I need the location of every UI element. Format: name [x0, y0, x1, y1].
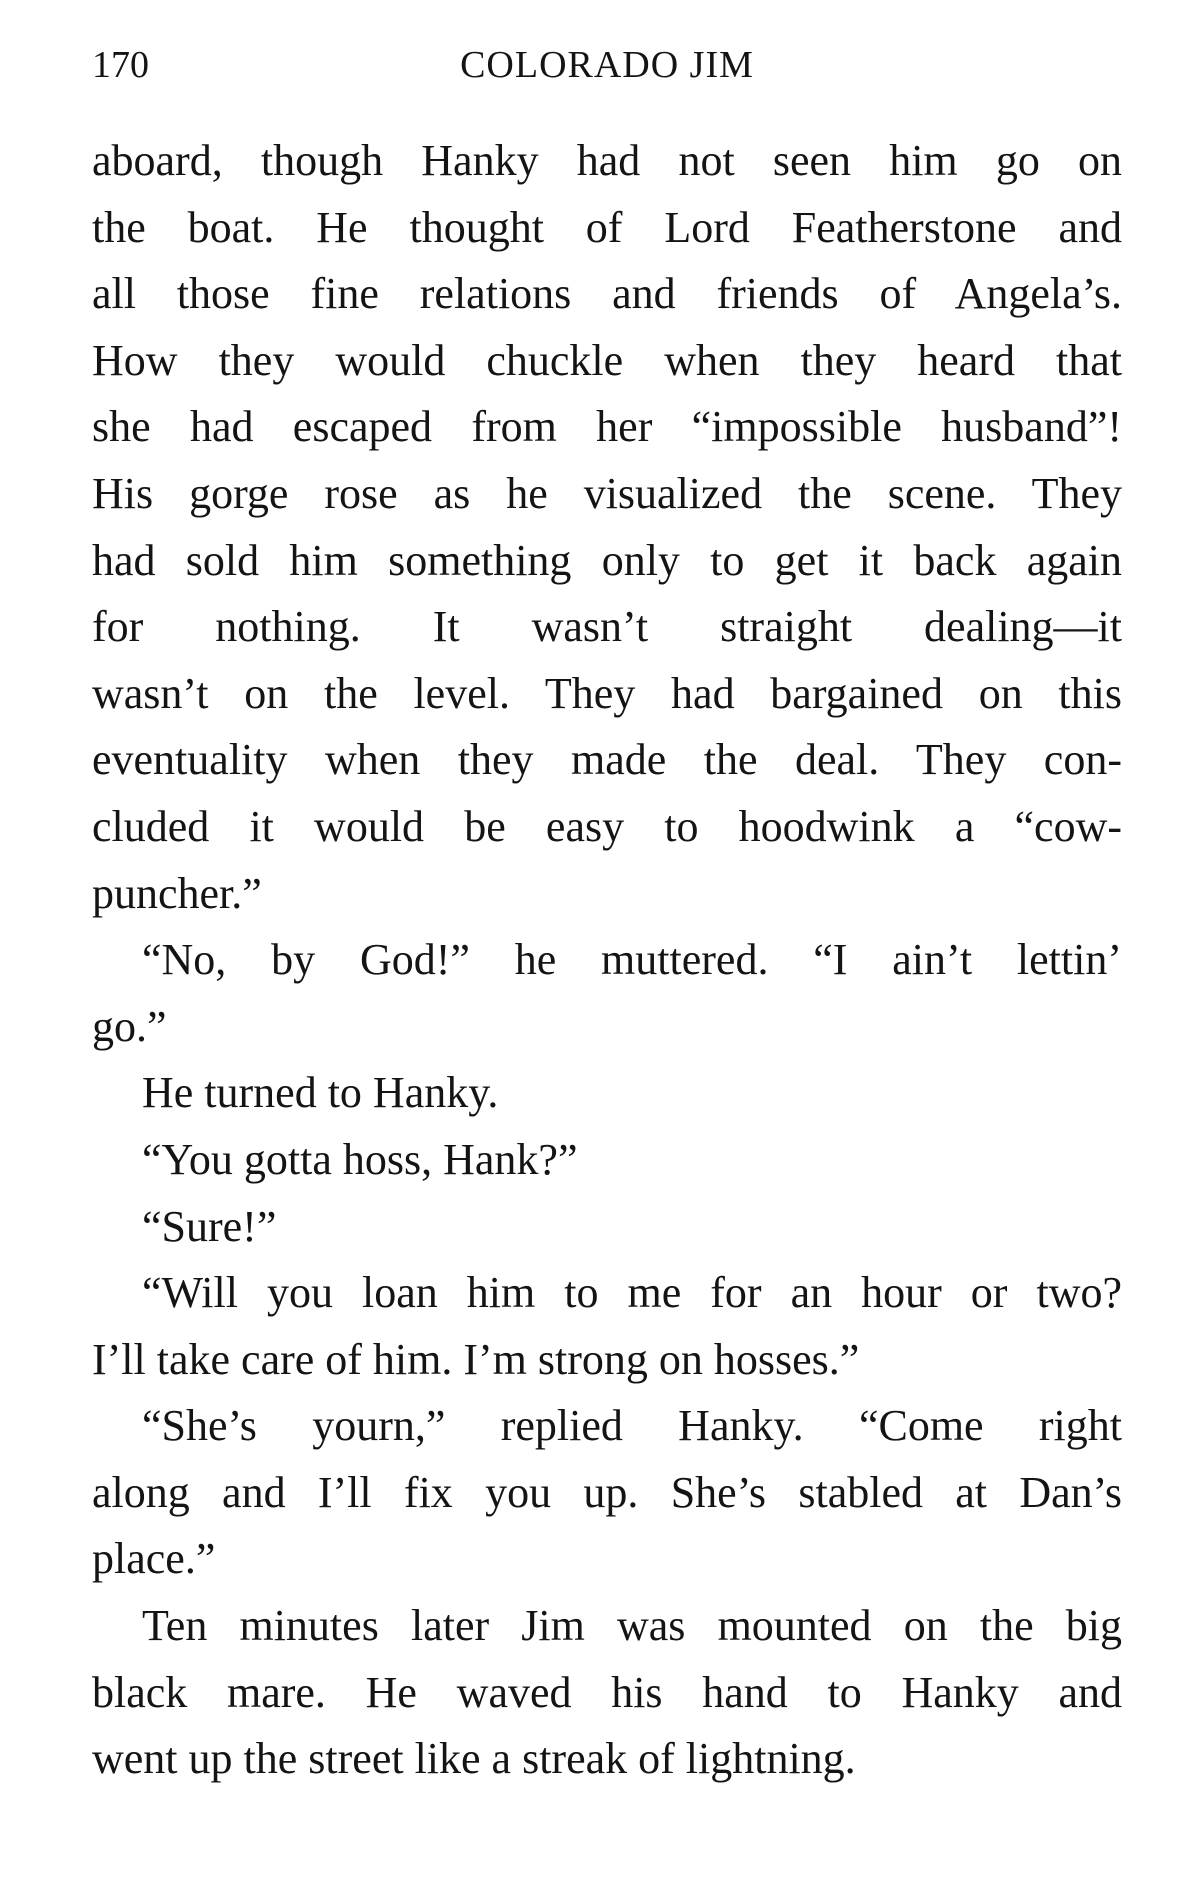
text-line: He turned to Hanky. [142, 1068, 499, 1118]
text-line: “She’s yourn,” replied Hanky. “Come right [142, 1401, 1122, 1451]
text-line: go.” [92, 1001, 167, 1051]
paragraph [92, 1127, 1122, 1194]
text-line: for nothing. It wasn’t straight dealing—it [92, 602, 1122, 652]
paragraph [92, 1060, 1122, 1127]
paragraph [92, 927, 1122, 1060]
text-line: “Sure!” [142, 1201, 277, 1251]
text-line: How they would chuckle when they heard that [92, 335, 1122, 385]
text-line: she had escaped from her “impossible husband”! [92, 402, 1122, 452]
paragraph [92, 1260, 1122, 1393]
text-line: “Will you loan him to me for an hour or two? [142, 1268, 1122, 1318]
text-line: eventuality when they made the deal. They con- [92, 735, 1122, 785]
page-number: 170 [92, 44, 149, 86]
page-header [92, 40, 1122, 90]
text-line: along and I’ll fix you up. She’s stabled at Dan’s [92, 1467, 1122, 1517]
text-line: “You gotta hoss, Hank?” [142, 1134, 578, 1184]
text-line: I’ll take care of him. I’m strong on hosses.” [92, 1334, 860, 1384]
running-title: COLORADO JIM [460, 44, 754, 86]
paragraph [92, 1593, 1122, 1793]
text-line: wasn’t on the level. They had bargained on this [92, 668, 1122, 718]
text-line: His gorge rose as he visualized the scene. They [92, 468, 1122, 518]
text-line: “No, by God!” he muttered. “I ain’t lettin’ [142, 935, 1122, 985]
text-line: cluded it would be easy to hoodwink a “cow- [92, 801, 1122, 851]
text-line: black mare. He waved his hand to Hanky and [92, 1667, 1122, 1717]
paragraph [92, 1194, 1122, 1261]
text-line: Ten minutes later Jim was mounted on the big [142, 1601, 1122, 1651]
text-line: had sold him something only to get it back again [92, 535, 1122, 585]
paragraph [92, 1393, 1122, 1593]
text-line: place.” [92, 1534, 216, 1584]
text-line: went up the street like a streak of lightning. [92, 1734, 856, 1784]
body-text [92, 128, 1122, 1793]
text-line: the boat. He thought of Lord Featherstone and [92, 202, 1122, 252]
text-line: puncher.” [92, 868, 262, 918]
text-line: aboard, though Hanky had not seen him go on [92, 136, 1122, 185]
paragraph [92, 128, 1122, 927]
text-line: all those fine relations and friends of Angela’s. [92, 269, 1122, 319]
